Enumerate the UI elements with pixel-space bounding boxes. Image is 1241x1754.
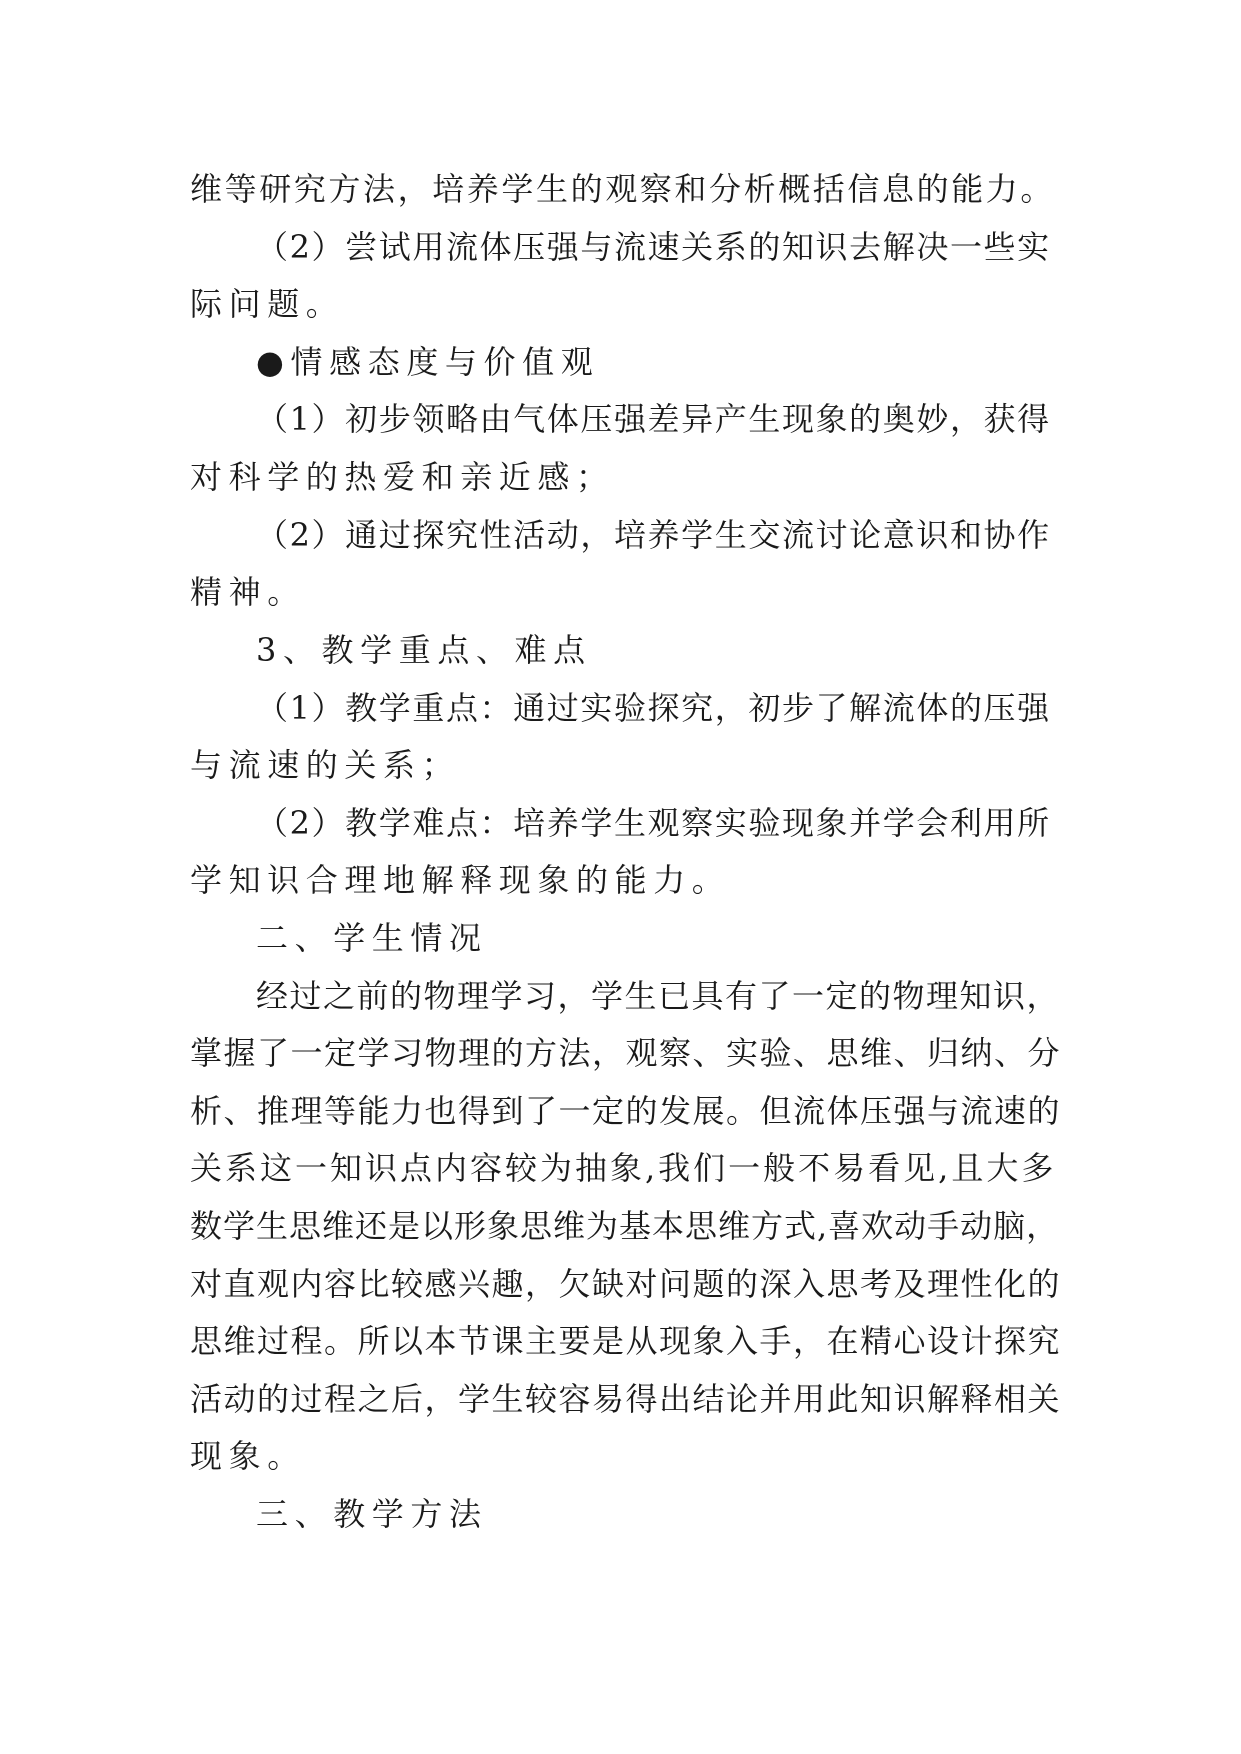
text-line: （1）初步领略由气体压强差异产生现象的奥妙，获得 bbox=[256, 400, 1051, 438]
text-line: 与流速的关系； bbox=[190, 746, 461, 784]
text-line: 关系这一知识点内容较为抽象,我们一般不易看见,且大多 bbox=[190, 1149, 1057, 1187]
text-line: （2）通过探究性活动，培养学生交流讨论意识和协作 bbox=[256, 516, 1051, 554]
text-line: 对科学的热爱和亲近感； bbox=[190, 458, 615, 496]
text-line: （2）教学难点：培养学生观察实验现象并学会利用所 bbox=[256, 804, 1051, 842]
text-line: 析、推理等能力也得到了一定的发展。但流体压强与流速的 bbox=[190, 1092, 1062, 1130]
text-line: 数学生思维还是以形象思维为基本思维方式,喜欢动手动脑， bbox=[190, 1207, 1060, 1245]
text-line: 现象。 bbox=[190, 1437, 306, 1475]
section-heading: 三、教学方法 bbox=[256, 1495, 488, 1533]
text-line: 维等研究方法，培养学生的观察和分析概括信息的能力。 bbox=[190, 170, 1056, 208]
section-heading: ●情感态度与价值观 bbox=[256, 343, 600, 381]
section-heading: 二、学生情况 bbox=[256, 919, 488, 957]
text-line: 学知识合理地解释现象的能力。 bbox=[190, 861, 731, 899]
text-line: 际问题。 bbox=[190, 285, 345, 323]
text-line: 精神。 bbox=[190, 573, 306, 611]
text-line: 对直观内容比较感兴趣，欠缺对问题的深入思考及理性化的 bbox=[190, 1265, 1062, 1303]
text-line: 掌握了一定学习物理的方法，观察、实验、思维、归纳、分 bbox=[190, 1034, 1062, 1072]
text-line: 思维过程。所以本节课主要是从现象入手，在精心设计探究 bbox=[190, 1322, 1062, 1360]
text-line: （2）尝试用流体压强与流速关系的知识去解决一些实 bbox=[256, 228, 1051, 266]
text-line: 活动的过程之后，学生较容易得出结论并用此知识解释相关 bbox=[190, 1380, 1062, 1418]
text-line: 经过之前的物理学习，学生已具有了一定的物理知识， bbox=[256, 977, 1061, 1015]
text-line: （1）教学重点：通过实验探究，初步了解流体的压强 bbox=[256, 689, 1051, 727]
section-heading: 3、教学重点、难点 bbox=[256, 631, 592, 669]
